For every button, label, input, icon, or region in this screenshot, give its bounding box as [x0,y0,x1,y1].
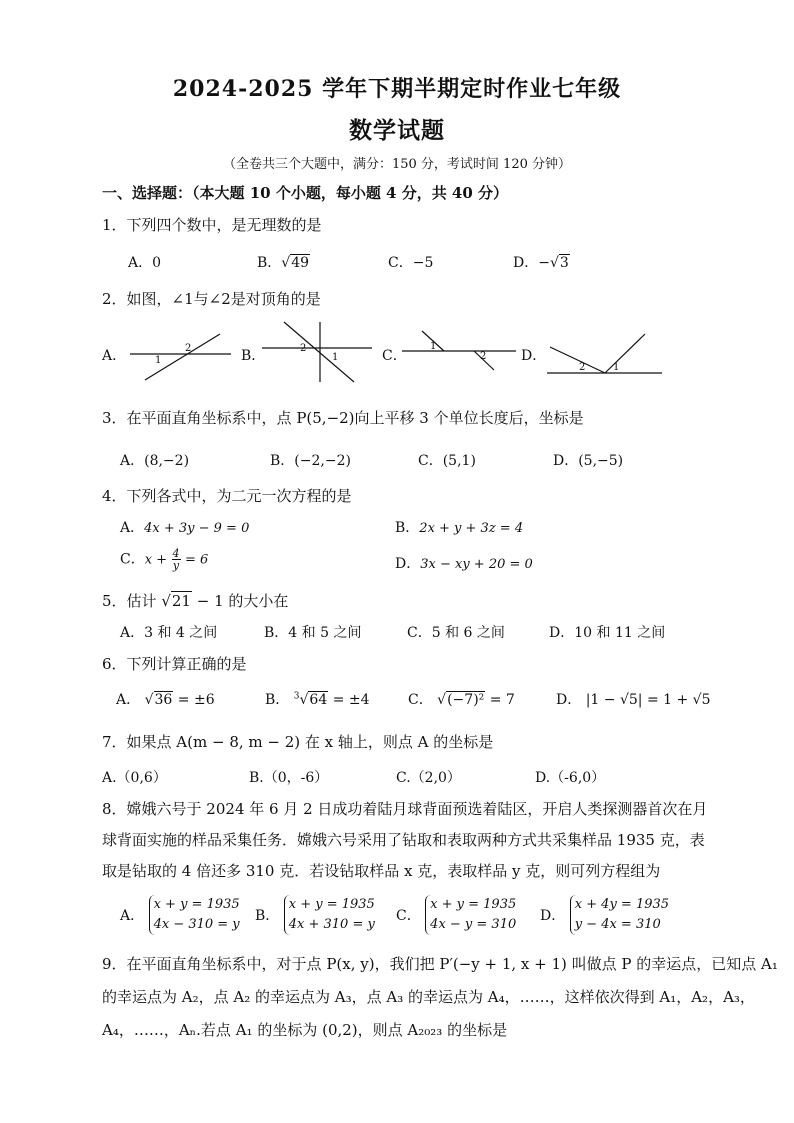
svg-text:1: 1 [155,355,162,366]
q4-option-c: C．x + $\frac{4}{y}$ = 6 [120,547,209,572]
q8-option-c: C． x + y = 1935 4x − y = 310 [396,895,516,935]
q4-option-b: B．2x + y + 3z = 4 [395,520,524,536]
q2-option-c-label: C． [382,348,407,364]
q1-option-a: A．0 [128,255,162,271]
question-4-stem: 4．下列各式中，为二元一次方程的是 [102,487,352,505]
q4-option-d: D．3x − xy + 20 = 0 [395,556,533,572]
q2-figure-c [402,325,517,375]
question-7-stem: 7．如果点 A(m − 8, m − 2) 在 x 轴上，则点 A 的坐标是 [102,733,494,751]
exam-title: 2024-2025 学年下期半期定时作业七年级 [172,76,622,102]
q4-option-a: A．4x + 3y − 9 = 0 [120,520,250,536]
question-6-stem: 6．下列计算正确的是 [102,655,247,673]
q2-figure-d [545,322,665,382]
q3-option-b: B．(−2,−2) [270,453,351,469]
q7-option-b: B.（0，-6） [249,770,329,786]
svg-text:2: 2 [480,351,487,362]
q5-option-a: A．3 和 4 之间 [120,625,218,641]
question-9-line-3: A₄，……，Aₙ.若点 A₁ 的坐标为 (0,2)，则点 A₂₀₂₃ 的坐标是 [102,1021,508,1039]
q1-option-d: D．−√3 [513,255,569,271]
q8-option-d: D． x + 4y = 1935 y − 4x = 310 [540,895,669,935]
question-2-stem: 2．如图，∠1与∠2是对顶角的是 [102,290,321,308]
q2-figure-a [125,330,235,385]
question-3-stem: 3．在平面直角坐标系中，点 P(5,−2)向上平移 3 个单位长度后，坐标是 [102,409,584,427]
exam-subject: 数学试题 [349,117,445,144]
question-8-line-1: 8．嫦娥六号于 2024 年 6 月 2 日成功着陆月球背面预选着陆区，开启人类探测器首次在月 [102,800,708,818]
q3-option-a: A．(8,−2) [120,453,190,469]
q5-option-b: B．4 和 5 之间 [264,625,362,641]
question-8-line-3: 取是钻取的 4 倍还多 310 克．若设钻取样品 x 克，表取样品 y 克，则可列方程组为 [102,862,661,880]
q7-option-a: A.（0,6） [102,770,167,786]
q7-option-c: C.（2,0） [396,770,461,786]
q6-option-c: C． √(−7)² = 7 [408,692,515,708]
q6-option-a: A． √36 = ±6 [116,692,215,708]
q2-option-d-label: D． [521,348,547,364]
q6-option-b: B． $^3$√64 = ±4 [265,691,370,708]
q3-option-c: C．(5,1) [418,453,476,469]
svg-text:2: 2 [300,343,307,354]
svg-text:1: 1 [430,341,437,352]
section-heading: 一、选择题：（本大题 10 个小题，每小题 4 分，共 40 分） [102,184,509,202]
q7-option-d: D.（-6,0） [535,770,606,786]
q6-option-d: D． |1 − √5| = 1 + √5 [556,692,711,708]
q2-figure-b [262,320,372,385]
q2-option-a-label: A． [102,348,127,364]
svg-text:2: 2 [579,362,586,373]
q1-option-c: C．−5 [388,255,434,271]
q5-option-d: D．10 和 11 之间 [549,625,666,641]
svg-text:2: 2 [185,343,192,354]
question-9-line-1: 9．在平面直角坐标系中，对于点 P(x, y)，我们把 P′(−y + 1, x + 1) 叫做点 P 的幸运点，已知点 A₁ [102,955,778,973]
svg-text:1: 1 [332,352,339,363]
q1-option-b: B．√49 [257,255,310,271]
q2-option-b-label: B． [241,348,266,364]
q5-option-c: C．5 和 6 之间 [407,625,505,641]
question-9-line-2: 的幸运点为 A₂，点 A₂ 的幸运点为 A₃，点 A₃ 的幸运点为 A₄，……，这样依次得到 A₁，A₂，A₃， [102,988,755,1006]
q8-option-b: B． x + y = 1935 4x + 310 = y [255,895,375,935]
exam-note: （全卷共三个大题中，满分：150 分，考试时间 120 分钟） [222,157,572,172]
question-5-stem: 5．估计 √21 − 1 的大小在 [102,592,289,610]
svg-text:1: 1 [613,362,620,373]
question-8-line-2: 球背面实施的样品采集任务．嫦娥六号采用了钻取和表取两种方式共采集样品 1935 克，表 [102,831,705,849]
q8-option-a: A． x + y = 1935 4x − 310 = y [120,895,240,935]
q3-option-d: D．(5,−5) [553,453,624,469]
question-1-stem: 1．下列四个数中，是无理数的是 [102,216,322,234]
